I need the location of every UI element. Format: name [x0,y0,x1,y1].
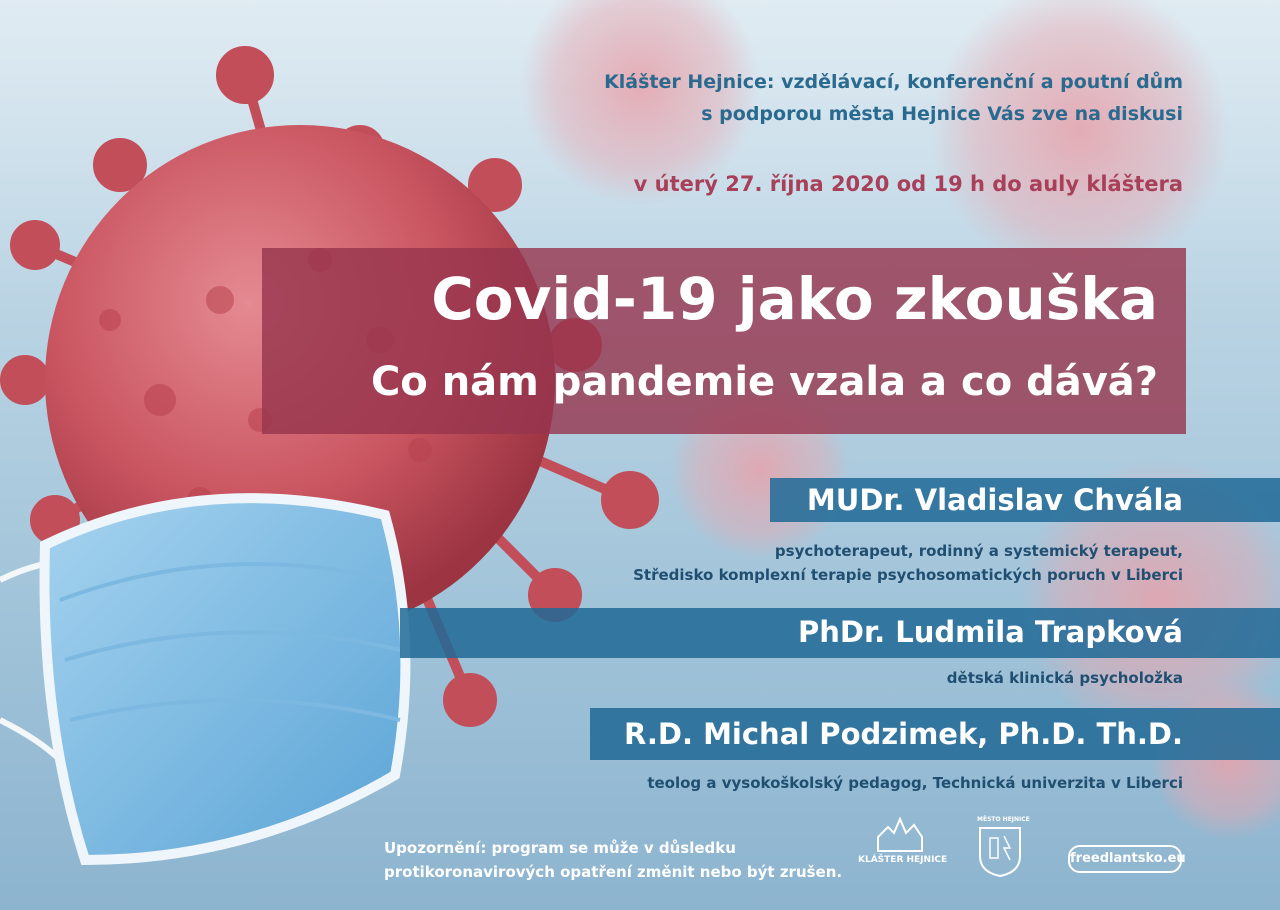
speaker-role-1-line-2: Středisko komplexní terapie psychosomatických poruch v Liberci [633,566,1183,584]
mesto-logo-label: MĚSTO HEJNICE [977,816,1030,823]
mesto-crest-icon [978,826,1022,878]
speaker-role-2: dětská klinická psycholožka [946,669,1183,687]
notice-line-1: Upozornění: program se může v důsledku [384,839,736,857]
intro-line-2: s podporou města Hejnice Vás zve na diskusi [701,103,1183,125]
speaker-name-2: PhDr. Ludmila Trapková [797,615,1183,649]
klaster-logo-label: KLÁŠTER HEJNICE [858,855,948,865]
klaster-logo-icon [870,815,940,855]
event-subtitle: Co nám pandemie vzala a co dává? [370,359,1158,405]
freedlantsko-logo [1068,845,1186,873]
notice-text [384,836,842,884]
speaker-role-1-line-1: psychoterapeut, rodinný a systemický terapeut, [774,542,1183,560]
notice-line-2: protikoronavirových opatření změnit nebo být zrušen. [384,863,843,881]
speaker-role-3: teolog a vysokoškolský pedagog, Technická univerzita v Liberci [647,774,1183,792]
speaker-name-3: R.D. Michal Podzimek, Ph.D. Th.D. [624,717,1183,751]
speaker-role-1 [633,539,1183,587]
freedlantsko-logo-label: freedlantsko.eu [1070,851,1186,866]
speaker-name-1: MUDr. Vladislav Chvála [806,483,1183,517]
intro-line-1: Klášter Hejnice: vzdělávací, konferenční a poutní dům [604,71,1183,93]
event-title: Covid-19 jako zkouška [431,265,1158,333]
face-mask [0,498,405,860]
event-date: v úterý 27. října 2020 od 19 h do auly kláštera [633,172,1183,196]
intro-text [604,66,1183,130]
